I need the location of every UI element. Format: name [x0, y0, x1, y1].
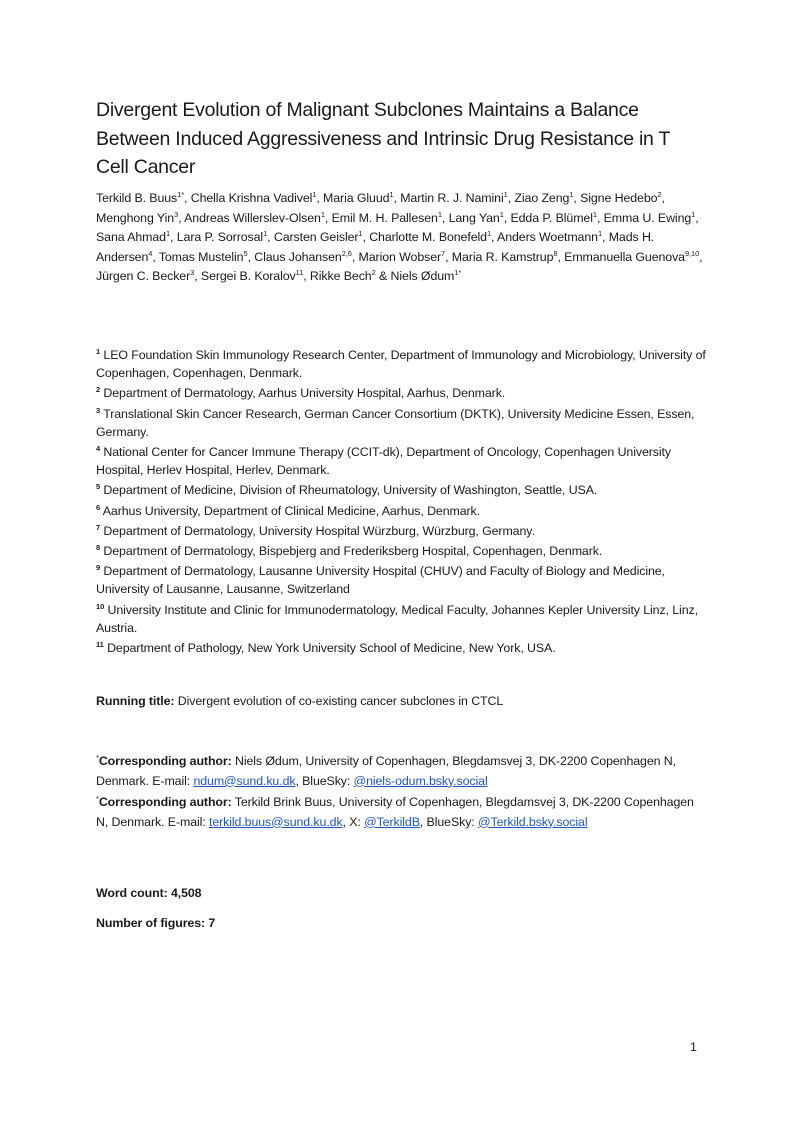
- author-name: Emil M. H. Pallesen: [331, 210, 438, 225]
- affiliation-item: [96, 542, 706, 560]
- author-affiliation-marker: 2: [657, 190, 662, 199]
- author-name: Martin R. J. Namini: [400, 191, 504, 205]
- author-affiliation-marker: 2: [371, 268, 376, 277]
- author-name: Sana Ahmad: [96, 230, 166, 244]
- corr2-text: Terkild Brink Buus, University of Copenhagen, Blegdamsvej 3, DK-2200 Copenhagen N, Denmark. E-mail:: [96, 795, 694, 829]
- author-affiliation-marker: 1: [320, 209, 325, 219]
- author-affiliation-marker: 3: [190, 268, 195, 277]
- affiliation-text: University Institute and Clinic for Immunodermatology, Medical Faculty, Johannes Kepler University Linz, Linz, Austria.: [96, 602, 698, 635]
- affiliation-number: 8: [96, 543, 101, 553]
- author-name: Andreas Willerslev-Olsen: [184, 210, 321, 225]
- corr1-text: Niels Ødum, University of Copenhagen, Blegdamsvej 3, DK-2200 Copenhagen N, Denmark. E-mail:: [96, 754, 676, 788]
- author-name: Ziao Zeng: [514, 191, 570, 205]
- figure-count-label: Number of figures:: [96, 916, 206, 930]
- author-name: Edda P. Blümel: [510, 210, 593, 225]
- author-name: Rikke Bech: [309, 269, 372, 283]
- author-name: Terkild B. Buus: [96, 191, 178, 205]
- word-count-value: 4,508: [170, 886, 202, 900]
- author-affiliation-marker: 1: [312, 190, 317, 199]
- affiliation-text: Department of Dermatology, Aarhus University Hospital, Aarhus, Denmark.: [103, 386, 506, 401]
- affiliation-item: [96, 481, 706, 499]
- corr1-bluesky-link[interactable]: @niels-odum.bsky.social: [353, 773, 488, 788]
- author-name: Signe Hedebo: [580, 191, 658, 205]
- author-name: Claus Johansen: [254, 249, 342, 264]
- author-name: Marion Wobser: [358, 249, 442, 264]
- corr2-star: *: [96, 794, 99, 803]
- affiliation-item: [96, 443, 706, 479]
- affiliation-item: [96, 502, 706, 520]
- author-name: Anders Woetmann: [497, 230, 598, 244]
- affiliation-text: Department of Medicine, Division of Rheumatology, University of Washington, Seattle, USA.: [103, 483, 598, 498]
- affiliation-item: [96, 405, 706, 441]
- author-affiliation-marker: 8: [553, 248, 558, 258]
- author-name: Niels Ødum: [390, 269, 455, 283]
- affiliation-text: LEO Foundation Skin Immunology Research Center, Department of Immunology and Microbiology, University of Copenhagen, Copenhagen, Denmark.: [96, 348, 706, 381]
- affiliation-list: [96, 346, 706, 659]
- affiliation-text: Aarhus University, Department of Clinical Medicine, Aarhus, Denmark.: [102, 503, 480, 518]
- page-number: 1: [690, 1040, 697, 1054]
- running-title-text: Divergent evolution of co-existing cancer subclones in CTCL: [177, 694, 504, 708]
- corr1-star: *: [96, 753, 99, 762]
- affiliation-number: 7: [96, 522, 101, 532]
- author-affiliation-marker: 4: [148, 248, 153, 258]
- corr2-email-link[interactable]: terkild.buus@sund.ku.dk: [208, 814, 343, 829]
- affiliation-item: [96, 522, 706, 540]
- corr2-sep1: , X:: [342, 814, 361, 829]
- author-name: Mads H. Andersen: [96, 230, 655, 264]
- affiliation-number: 10: [96, 601, 105, 611]
- author-affiliation-marker: 1: [263, 229, 268, 238]
- author-name: Emma U. Ewing: [603, 210, 692, 225]
- author-affiliation-marker: 11: [295, 268, 304, 277]
- running-title: [96, 692, 706, 712]
- affiliation-number: 6: [96, 502, 101, 512]
- corr2-sep2: , BlueSky:: [419, 814, 475, 829]
- author-affiliation-marker: 1: [389, 190, 394, 199]
- author-name: Lang Yan: [448, 210, 500, 225]
- author-name: Charlotte M. Bonefeld: [369, 230, 487, 244]
- author-affiliation-marker: 2,6: [341, 248, 352, 258]
- author-affiliation-marker: 1: [691, 209, 696, 219]
- corr1-sep: , BlueSky:: [295, 773, 351, 788]
- author-name: Emmanuella Guenova: [564, 249, 685, 264]
- paper-title: Divergent Evolution of Malignant Subclones Maintains a Balance Between Induced Aggressiveness and Intrinsic Drug Resistance in T Cell Cancer: [96, 99, 670, 178]
- author-affiliation-marker: 1: [358, 229, 363, 238]
- author-affiliation-marker: 9,10: [684, 248, 700, 258]
- running-title-label: Running title:: [96, 694, 175, 708]
- author-affiliation-marker: 1: [499, 209, 504, 219]
- author-affiliation-marker: 1: [503, 190, 508, 199]
- corr2-label: Corresponding author:: [98, 795, 232, 809]
- author-name: Sergei B. Koralov: [200, 269, 296, 283]
- author-affiliation-marker: 1*: [177, 190, 185, 199]
- affiliation-text: National Center for Cancer Immune Therapy (CCIT-dk), Department of Oncology, Copenhagen University Hospital, Herlev Hospital, Herlev, Denmark.: [96, 445, 671, 478]
- affiliation-text: Translational Skin Cancer Research, German Cancer Consortium (DKTK), University Medicine Essen, Essen, Germany.: [96, 406, 695, 439]
- author-affiliation-marker: 1: [165, 229, 171, 238]
- affiliation-number: 1: [96, 347, 101, 356]
- author-affiliation-marker: 5: [243, 248, 248, 258]
- affiliation-number: 11: [96, 640, 104, 650]
- author-affiliation-marker: 1: [486, 229, 492, 238]
- affiliation-text: Department of Dermatology, University Hospital Würzburg, Würzburg, Germany.: [103, 523, 535, 538]
- author-affiliation-marker: 3: [174, 209, 179, 219]
- author-name: Maria Gluud: [323, 191, 390, 205]
- author-affiliation-marker: 1: [597, 229, 603, 238]
- figure-count: [96, 914, 706, 934]
- affiliation-item: [96, 562, 706, 598]
- author-name: Menghong Yin: [96, 210, 175, 225]
- author-name: Lara P. Sorrosal: [176, 230, 264, 244]
- affiliation-item: [96, 346, 706, 382]
- corr1-email-link[interactable]: ndum@sund.ku.dk: [193, 773, 296, 788]
- corr2-x-link[interactable]: @TerkildB: [364, 814, 420, 829]
- author-list: Terkild B. Buus$^{1*}$, Chella Krishna Vadivel$^1$, Maria Gluud$^1$, Martin R. J. Namini$^1$, Ziao Zeng$^1$, Signe Hedebo$^2$, Menghong Yin$^3$, Andreas Willerslev-Olsen$^1$, Emil M. H. Pallesen$^1$, Lang Yan$^1$, Edda P. Blümel$^1$, Emma U. Ewing$^1$, Sana Ahmad$^1$, Lara P. Sorrosal$^1$, Carsten Geisler$^1$, Charlotte M. Bonefeld$^1$, Anders Woetmann$^1$, Mads H. Andersen$^4$, Tomas Mustelin$^5$, Claus Johansen$^{2,6}$, Marion Wobser$^7$, Maria R. Kamstrup$^8$, Emmanuella Guenova$^{9,10}$, Jürgen C. Becker$^3$, Sergei B. Koralov$^{11}$, Rikke Bech$^2$ & Niels Ødum$^{1*}$: [96, 190, 703, 283]
- corr2-bluesky-link[interactable]: @Terkild.bsky.social: [478, 814, 588, 829]
- author-affiliation-marker: 1*: [454, 268, 462, 277]
- author-affiliation-marker: 1: [592, 209, 597, 219]
- author-name: Tomas Mustelin: [158, 249, 244, 264]
- affiliation-text: Department of Dermatology, Lausanne University Hospital (CHUV) and Faculty of Biology and Medicine, University of Lausanne, Lausanne, Switzerland: [96, 564, 665, 597]
- affiliation-number: 9: [96, 563, 101, 573]
- affiliation-item: [96, 601, 706, 637]
- affiliation-number: 2: [96, 385, 101, 395]
- corresponding-author-1: [96, 752, 706, 791]
- author-affiliation-marker: 7: [441, 248, 446, 258]
- corr1-label: Corresponding author:: [98, 754, 232, 768]
- author-affiliation-marker: 1: [569, 190, 574, 199]
- author-name: Carsten Geisler: [273, 230, 359, 244]
- author-name: Chella Krishna Vadivel: [190, 191, 313, 205]
- affiliation-number: 4: [96, 444, 101, 454]
- affiliation-item: [96, 639, 706, 657]
- word-count: [96, 884, 706, 904]
- affiliation-text: Department of Pathology, New York University School of Medicine, New York, USA.: [107, 641, 556, 656]
- author-name: Jürgen C. Becker: [96, 269, 191, 283]
- corresponding-author-2: [96, 793, 706, 832]
- figure-count-value: 7: [208, 916, 216, 930]
- author-name: Maria R. Kamstrup: [451, 249, 554, 264]
- affiliation-number: 5: [96, 482, 101, 492]
- word-count-label: Word count:: [96, 886, 168, 900]
- affiliation-text: Department of Dermatology, Bispebjerg and Frederiksberg Hospital, Copenhagen, Denmark.: [103, 544, 603, 559]
- affiliation-item: [96, 384, 706, 402]
- author-affiliation-marker: 1: [437, 209, 442, 219]
- affiliation-number: 3: [96, 405, 101, 415]
